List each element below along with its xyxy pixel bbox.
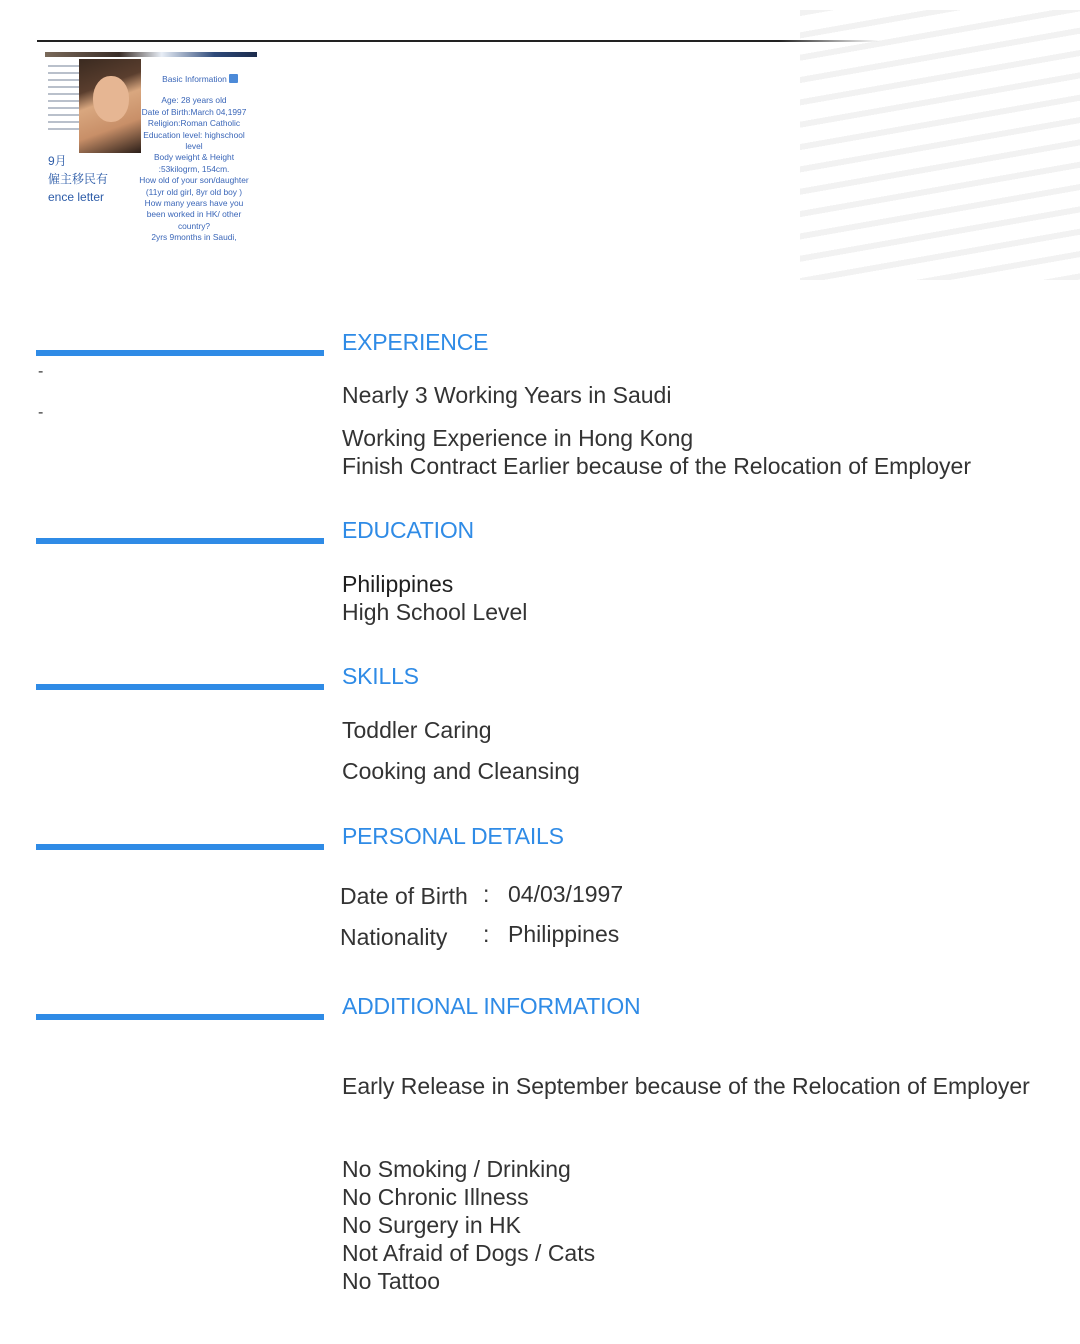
basic-info-line: Age: 28 years old xyxy=(161,95,227,106)
experience-line-3: Finish Contract Earlier because of the Relocation of Employer xyxy=(342,453,971,479)
additional-heading: ADDITIONAL INFORMATION xyxy=(342,993,641,1019)
sidebar-dash-1: - xyxy=(38,363,44,380)
additional-item: No Tattoo xyxy=(342,1268,441,1294)
basic-info-line: country? xyxy=(177,220,211,231)
basic-info-line: Religion:Roman Catholic xyxy=(147,118,241,129)
basic-info-line: How old of your son/daughter xyxy=(139,175,249,186)
additional-accent-bar xyxy=(36,1014,324,1020)
experience-line-1: Nearly 3 Working Years in Saudi xyxy=(342,382,672,408)
watermark xyxy=(800,10,1080,280)
dob-value: 04/03/1997 xyxy=(508,881,624,907)
experience-accent-bar xyxy=(36,350,324,356)
profile-photo-face xyxy=(93,76,129,122)
thumbnail-strip xyxy=(45,52,257,57)
top-divider xyxy=(37,40,880,42)
basic-info-line: (11yr old girl, 8yr old boy ) xyxy=(145,186,243,197)
skill-item: Cooking and Cleansing xyxy=(342,758,580,784)
personal-heading: PERSONAL DETAILS xyxy=(342,823,564,849)
skills-accent-bar xyxy=(36,684,324,690)
nationality-colon: : xyxy=(483,921,490,947)
experience-heading: EXPERIENCE xyxy=(342,329,489,355)
thumbnail-cjk-2: 僱主移民有 xyxy=(48,172,109,186)
additional-item: No Surgery in HK xyxy=(342,1212,521,1238)
education-level: High School Level xyxy=(342,599,528,625)
info-icon xyxy=(229,74,238,83)
experience-line-2: Working Experience in Hong Kong xyxy=(342,425,694,451)
additional-item: No Chronic Illness xyxy=(342,1184,529,1210)
additional-note: Early Release in September because of the Relocation of Employer xyxy=(342,1073,1030,1099)
personal-accent-bar xyxy=(36,844,324,850)
skill-item: Toddler Caring xyxy=(342,717,492,743)
basic-info-line: been worked in HK/ other xyxy=(146,209,242,220)
basic-info-line: :53kilogrm, 154cm. xyxy=(158,163,230,174)
basic-info-line: 2yrs 9months in Saudi, xyxy=(151,232,237,243)
profile-thumbnail[interactable] xyxy=(45,52,257,262)
basic-info-line: Body weight & Height xyxy=(153,152,235,163)
basic-info-line: Education level: highschool xyxy=(143,129,245,140)
education-country: Philippines xyxy=(342,571,454,597)
education-accent-bar xyxy=(36,538,324,544)
education-heading: EDUCATION xyxy=(342,517,474,543)
dob-colon: : xyxy=(483,881,490,907)
sidebar-dash-2: - xyxy=(38,404,44,421)
additional-item: No Smoking / Drinking xyxy=(342,1156,571,1182)
basic-info-line: level xyxy=(185,141,203,152)
thumbnail-cjk-3: ence letter xyxy=(48,190,105,204)
nationality-label: Nationality xyxy=(340,924,448,950)
basic-info-card xyxy=(131,74,257,244)
nationality-value: Philippines xyxy=(508,921,620,947)
additional-item: Not Afraid of Dogs / Cats xyxy=(342,1240,596,1266)
skills-heading: SKILLS xyxy=(342,663,419,689)
basic-info-line: Date of Birth:March 04,1997 xyxy=(141,106,247,117)
dob-label: Date of Birth xyxy=(340,883,468,909)
basic-info-line: How many years have you xyxy=(144,198,244,209)
thumbnail-cjk-1: 9月 xyxy=(48,154,67,168)
basic-info-header: Basic Information xyxy=(162,74,238,85)
thumbnail-text-lines xyxy=(48,62,80,135)
